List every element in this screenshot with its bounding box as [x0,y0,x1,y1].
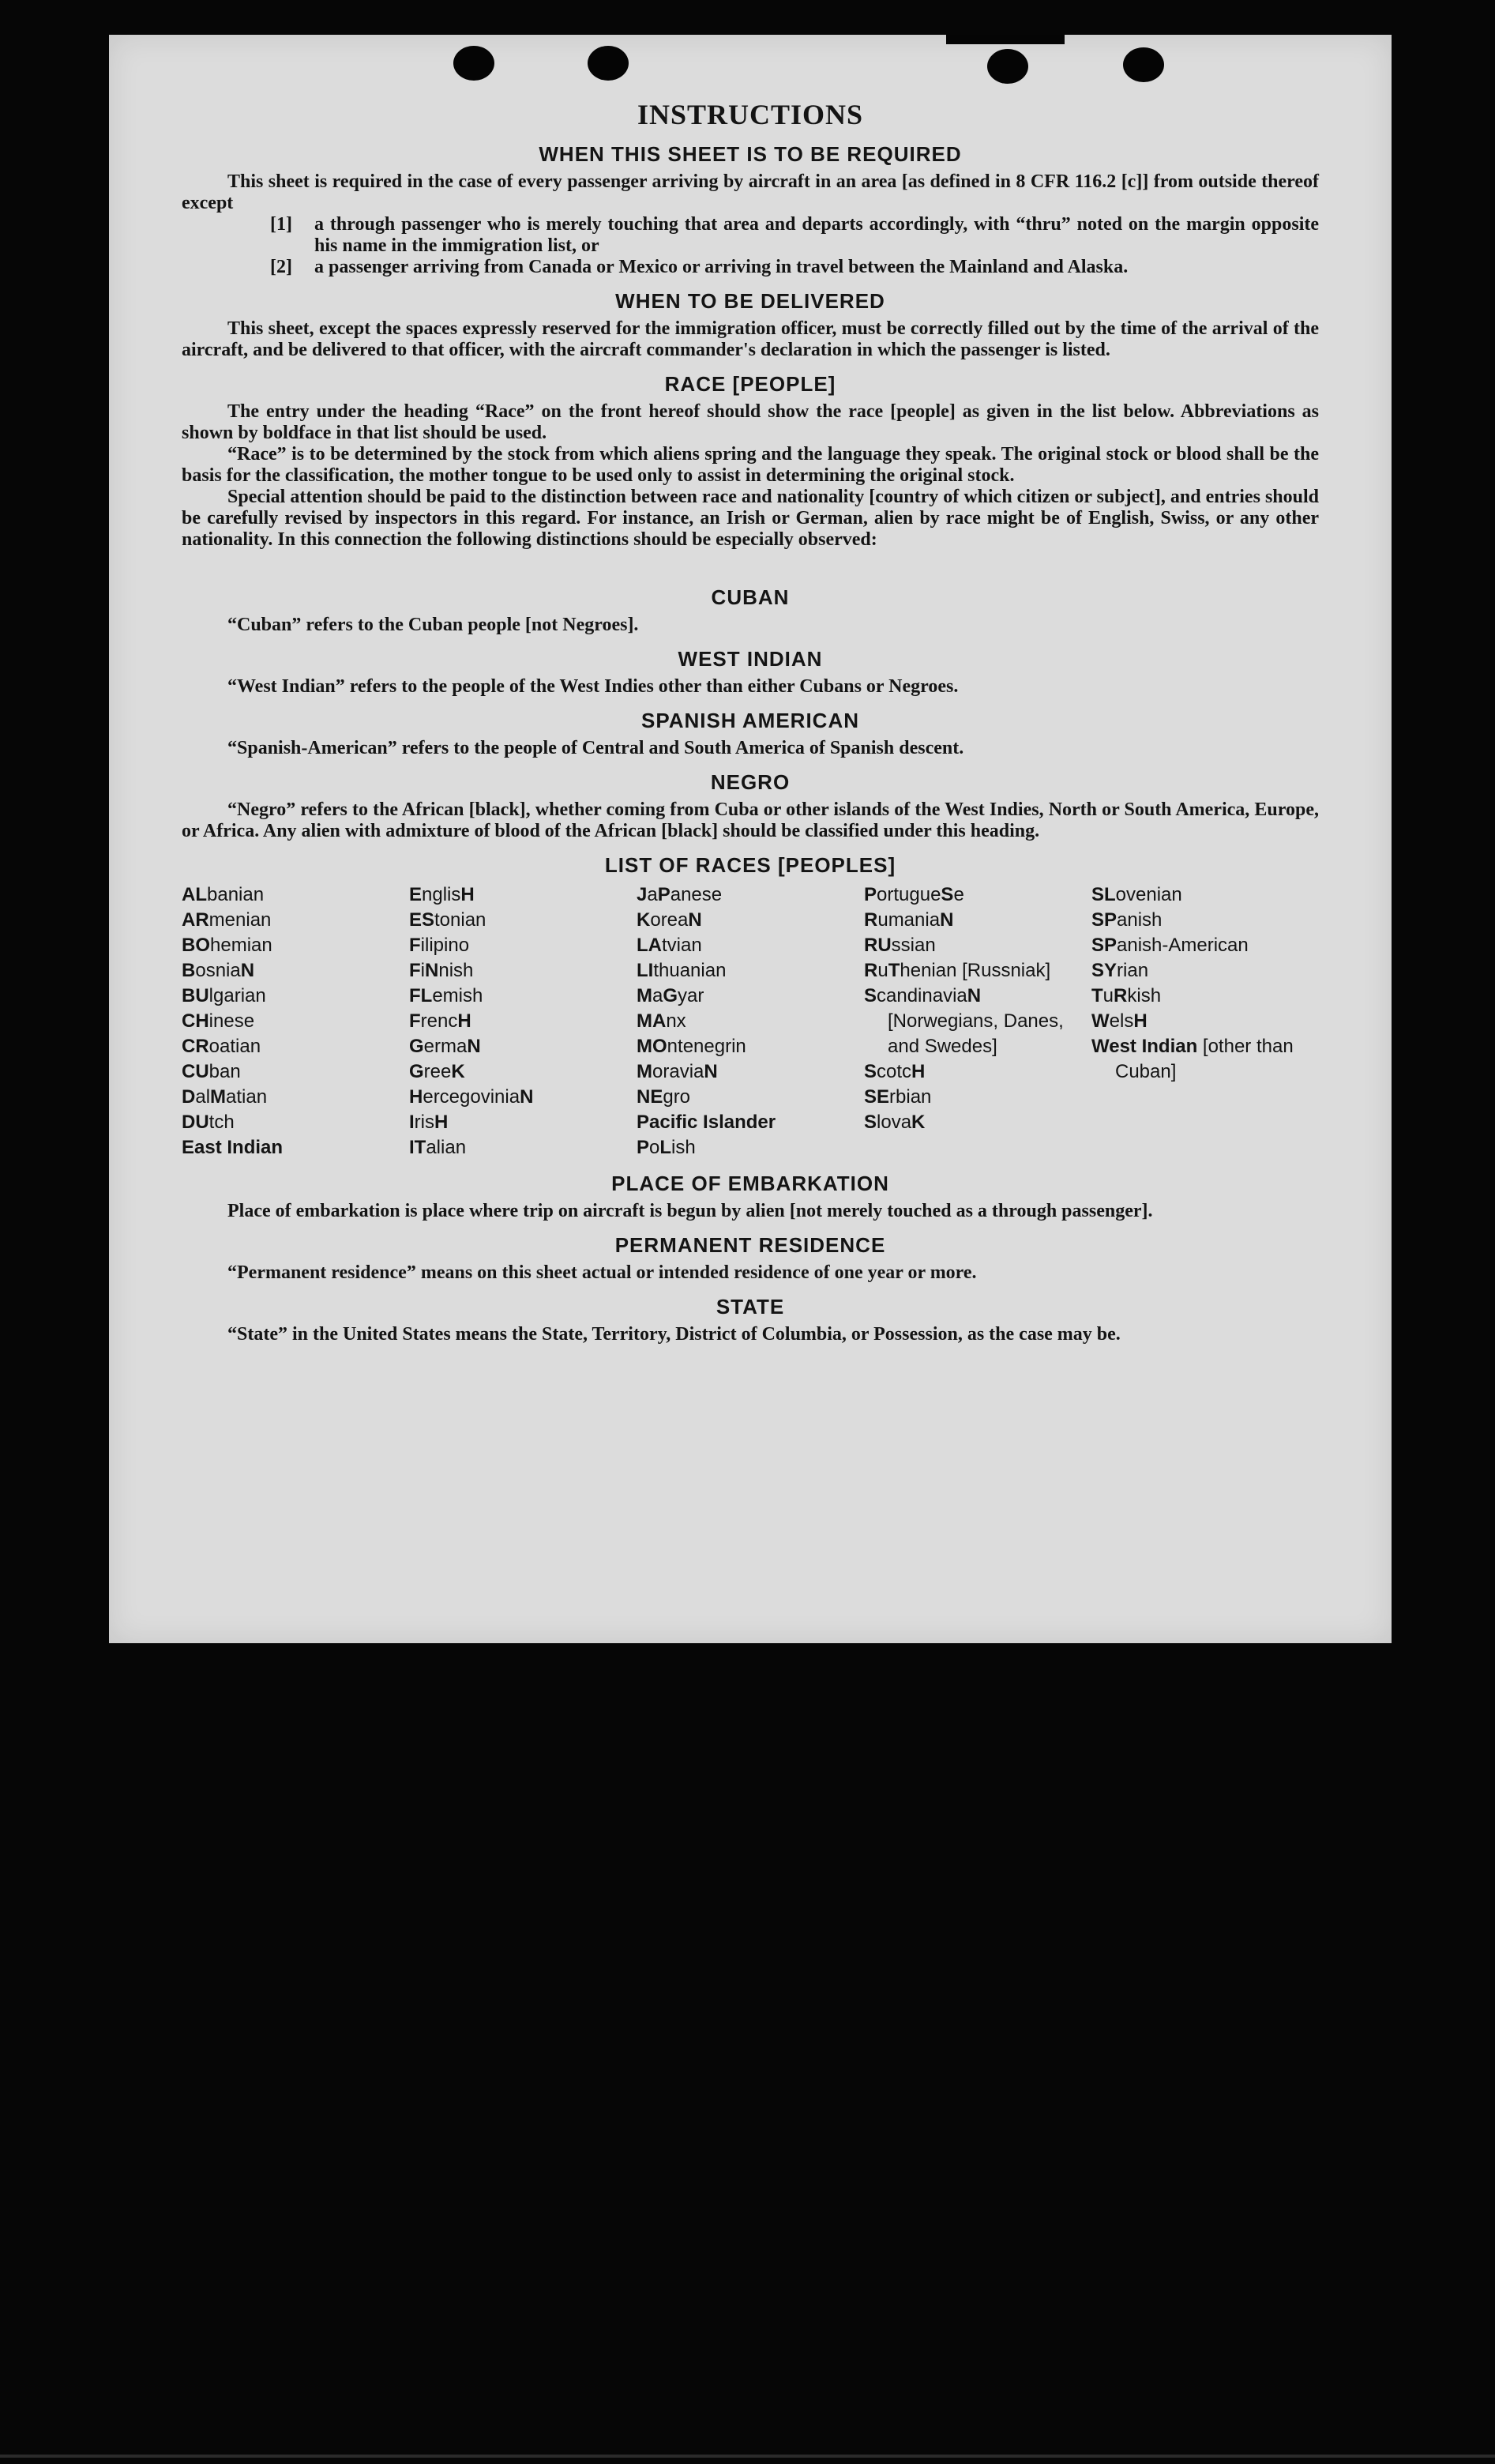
race-abbreviation: RU [864,935,892,956]
race-name-part: osnia [195,960,241,981]
race-abbreviation: E [409,884,423,905]
punch-hole-2 [588,46,629,81]
races-column-5 [1091,882,1319,1161]
spacer [182,551,1319,574]
race-name-part: lgarian [208,985,266,1006]
race-abbreviation: East Indian [182,1137,284,1158]
race-name-part: oatian [208,1036,261,1057]
race-name-part: [other than Cuban] [1115,1036,1294,1082]
race-name-part: anese [670,884,723,905]
punch-hole-4 [1123,47,1164,82]
race-name-part: ris [414,1112,434,1133]
race-name-part: hemian [210,935,272,956]
race-name-part: al [195,1086,211,1108]
race-entry [864,882,1091,908]
race-name-part: yar [678,985,704,1006]
race-entry [864,908,1091,933]
race-abbreviation: P [864,884,877,905]
heading-list-of-races: LIST OF RACES [PEOPLES] [604,853,896,877]
race-abbreviation: P [637,1137,650,1158]
race-abbreviation: F [409,960,421,981]
required-intro: This sheet is required in the case of every passenger arriving by aircraft in an area [as defined in 8 CFR 116.2 [c]] from outside thereof except [182,171,1319,213]
race-abbreviation: G [663,985,678,1006]
race-entry [637,1059,864,1085]
race-abbreviation: SE [864,1086,890,1108]
race-entry [409,933,637,958]
race-entry [409,1059,637,1085]
races-column-3 [637,882,864,1161]
races-column-2 [409,882,637,1161]
race-entry [409,1085,637,1110]
race-name-part: tch [208,1112,235,1133]
race-name-part: lova [877,1112,912,1133]
race-abbreviation: L [659,1137,672,1158]
race-entry [182,1085,409,1110]
race-name-part: u [877,960,888,981]
race-name-part: nx [666,1010,686,1032]
race-entry [1091,1009,1319,1034]
race-abbreviation: SL [1091,884,1116,905]
race-abbreviation: R [1114,985,1128,1006]
race-name-part: umania [877,909,941,931]
race-entry [182,1009,409,1034]
race-abbreviation: Pacific Islander [637,1112,776,1133]
race-abbreviation: R [864,909,878,931]
required-item-1 [270,214,1319,257]
race-name-part: rbian [889,1086,932,1108]
race-abbreviation: M [637,1061,652,1082]
race-abbreviation: CH [182,1010,209,1032]
race-entry [1091,1034,1319,1085]
race-entry [637,1110,864,1135]
race-entry [1091,882,1319,908]
race-abbreviation: K [911,1112,926,1133]
race-abbreviation: H [409,1086,423,1108]
race-name-part: ree [423,1061,452,1082]
race-name-part: ortugue [877,884,941,905]
heading-delivered: WHEN TO BE DELIVERED [615,289,885,313]
race-entry [637,1135,864,1161]
race-name-part: erma [423,1036,468,1057]
race-name-part: ntenegrin [667,1036,746,1057]
item-number: [1] [270,214,292,235]
race-abbreviation: T [888,960,900,981]
race-name-part: anish [1117,909,1163,931]
race-entry [409,908,637,933]
race-abbreviation: H [1133,1010,1148,1032]
race-abbreviation: AR [182,909,209,931]
race-abbreviation: F [409,1010,421,1032]
race-name-part: candinavia [877,985,967,1006]
race-name-part: ovenian [1115,884,1182,905]
race-abbreviation: CR [182,1036,209,1057]
race-name-part: ssian [891,935,936,956]
race-abbreviation: P [657,884,670,905]
race-abbreviation: H [434,1112,449,1133]
race-name-part: renc [420,1010,458,1032]
race-name-part: thuanian [653,960,727,981]
race-abbreviation: AL [182,884,207,905]
heading-spanish-american: SPANISH AMERICAN [640,709,859,732]
race-abbreviation: West Indian [1091,1036,1198,1057]
punch-hole-1 [453,46,494,81]
heading-cuban: CUBAN [711,585,790,609]
race-entry [864,984,1091,1059]
heading-west-indian: WEST INDIAN [678,647,823,671]
race-abbreviation: FL [409,985,433,1006]
races-list [182,882,1319,1161]
race-abbreviation: N [425,960,439,981]
race-abbreviation: IT [409,1137,426,1158]
race-name-part: nglis [422,884,461,905]
negro-text: “Negro” refers to the African [black], whether coming from Cuba or other islands of the West Indies, North or South America, Europe, or Africa. Any alien with admixture of blood of the African [black] should be classified under this heading. [182,799,1319,841]
state-text: “State” in the United States means the State, Territory, District of Columbia, or Possession, as the case may be. [227,1324,1121,1345]
heading-race: RACE [PEOPLE] [664,372,836,396]
race-abbreviation: BO [182,935,210,956]
torn-edge [946,35,1065,44]
race-name-part: banian [207,884,265,905]
race-entry [637,1009,864,1034]
race-paragraph-1: The entry under the heading “Race” on the front hereof should show the race [people] as given in the list below. Abbreviations as shown by boldface in that list should be used. [182,401,1319,443]
race-abbreviation: I [409,1112,415,1133]
race-entry [182,882,409,908]
race-abbreviation: B [182,960,196,981]
race-entry [864,958,1091,984]
race-abbreviation: N [467,1036,481,1057]
race-abbreviation: MA [637,1010,667,1032]
race-name-part: ilipino [420,935,470,956]
race-abbreviation: K [637,909,651,931]
race-name-part: alian [426,1137,467,1158]
race-abbreviation: F [409,935,421,956]
race-abbreviation: S [864,985,877,1006]
cuban-text: “Cuban” refers to the Cuban people [not Negroes]. [227,615,639,635]
race-entry [409,984,637,1009]
race-entry [1091,984,1319,1009]
embarkation-text: Place of embarkation is place where trip on aircraft is begun by alien [not merely touched as a through passenger]. [227,1201,1153,1221]
document-sheet [109,35,1392,1643]
race-entry [409,1009,637,1034]
race-abbreviation: MO [637,1036,667,1057]
race-abbreviation: M [210,1086,227,1108]
race-abbreviation: J [637,884,648,905]
instructions-content [182,98,1319,1345]
race-entry [182,1059,409,1085]
race-name-part: atian [226,1086,268,1108]
race-entry [409,1034,637,1059]
race-entry [637,882,864,908]
race-abbreviation: LI [637,960,654,981]
heading-embarkation: PLACE OF EMBARKATION [611,1172,889,1195]
race-abbreviation: N [520,1086,534,1108]
race-abbreviation: BU [182,985,209,1006]
race-abbreviation: D [182,1086,196,1108]
race-abbreviation: N [704,1061,718,1082]
race-entry [1091,908,1319,933]
race-entry [864,1059,1091,1085]
race-abbreviation: H [911,1061,926,1082]
race-name-part: a [652,985,663,1006]
race-name-part: a [647,884,658,905]
item-text: a passenger arriving from Canada or Mexico or arriving in travel between the Mainland and Alaska. [314,257,1129,277]
heading-residence: PERMANENT RESIDENCE [614,1233,886,1257]
race-entry [182,1110,409,1135]
page-title: INSTRUCTIONS [637,99,864,130]
race-abbreviation: S [941,884,954,905]
race-name-part: kish [1127,985,1162,1006]
race-name-part: emish [432,985,483,1006]
race-abbreviation: R [864,960,878,981]
race-entry [637,1085,864,1110]
race-entry [864,1110,1091,1135]
race-abbreviation: G [409,1036,424,1057]
race-abbreviation: H [457,1010,471,1032]
race-name-part: rian [1117,960,1149,981]
race-abbreviation: NE [637,1086,663,1108]
race-name-part: ercegovinia [423,1086,520,1108]
race-entry [637,1034,864,1059]
race-name-part: inese [208,1010,255,1032]
race-paragraph-3: Special attention should be paid to the distinction between race and nationality [country of which citizen or subject], and entries should be carefully revised by inspectors in this regard. For instance, an Irish or German, alien by race might be of English, Swiss, or any other nationality. In this connection the following distinctions should be especially observed: [182,487,1319,550]
heading-negro: NEGRO [710,770,791,794]
race-name-part: i [420,960,426,981]
races-column-4 [864,882,1091,1161]
race-entry [864,1085,1091,1110]
race-abbreviation: ES [409,909,435,931]
race-name-part: oravia [652,1061,704,1082]
race-entry [1091,933,1319,958]
item-number: [2] [270,257,292,277]
required-item-2 [270,257,1319,278]
heading-required: WHEN THIS SHEET IS TO BE REQUIRED [539,142,962,166]
residence-text: “Permanent residence” means on this sheet actual or intended residence of one year or more. [227,1262,977,1283]
race-entry [637,958,864,984]
race-entry [637,933,864,958]
race-name-part: e [953,884,964,905]
race-abbreviation: SP [1091,909,1117,931]
race-abbreviation: S [864,1061,877,1082]
race-abbreviation: SY [1091,960,1117,981]
race-name-part: ban [208,1061,241,1082]
race-name-part: ish [671,1137,696,1158]
race-name-part: tvian [662,935,702,956]
race-abbreviation: SP [1091,935,1117,956]
race-name-part: gro [663,1086,691,1108]
race-entry [1091,958,1319,984]
race-entry [409,882,637,908]
race-abbreviation: M [637,985,652,1006]
race-name-part: o [649,1137,660,1158]
race-abbreviation: K [451,1061,465,1082]
punch-hole-3 [987,49,1028,84]
race-name-part: orea [650,909,689,931]
race-entry [182,908,409,933]
race-name-part: henian [Russniak] [900,960,1051,981]
race-name-part: els [1109,1010,1134,1032]
scan-bottom-edge [0,2455,1495,2458]
race-abbreviation: N [967,985,982,1006]
race-name-part: menian [208,909,272,931]
race-entry [182,958,409,984]
race-entry [182,933,409,958]
race-abbreviation: T [1091,985,1103,1006]
races-column-1 [182,882,409,1161]
race-abbreviation: N [688,909,702,931]
race-paragraph-2: “Race” is to be determined by the stock from which aliens spring and the language they speak. The original stock or blood shall be the basis for the classification, the mother tongue to be used only to assist in determining the original stock. [182,444,1319,486]
race-entry [182,984,409,1009]
west-indian-text: “West Indian” refers to the people of the West Indies other than either Cubans or Negroes. [227,676,959,697]
race-abbreviation: G [409,1061,424,1082]
race-entry [637,984,864,1009]
race-abbreviation: N [240,960,255,981]
race-abbreviation: N [940,909,954,931]
race-entry [409,1110,637,1135]
item-text: a through passenger who is merely touching that area and departs accordingly, with “thru” noted on the margin opposite his name in the immigration list, or [314,214,1319,256]
race-entry [864,933,1091,958]
heading-state: STATE [716,1295,785,1319]
race-name-part: anish-American [1117,935,1249,956]
spanish-american-text: “Spanish-American” refers to the people of Central and South America of Spanish descent. [227,738,964,758]
race-abbreviation: H [460,884,475,905]
race-entry [182,1034,409,1059]
race-name-part: cotc [877,1061,912,1082]
race-name-part: nish [438,960,474,981]
race-abbreviation: DU [182,1112,209,1133]
race-abbreviation: CU [182,1061,209,1082]
race-name-part: [Norwegians, Danes, and Swedes] [888,1010,1064,1057]
race-entry [409,1135,637,1161]
race-abbreviation: S [864,1112,877,1133]
race-abbreviation: LA [637,935,662,956]
race-entry [182,1135,409,1161]
delivered-text: This sheet, except the spaces expressly reserved for the immigration officer, must be correctly filled out by the time of the arrival of the aircraft, and be delivered to that officer, with the aircraft commander's declaration in which the passenger is listed. [182,318,1319,360]
race-entry [409,958,637,984]
race-name-part: u [1102,985,1114,1006]
race-entry [637,908,864,933]
race-abbreviation: W [1091,1010,1110,1032]
race-name-part: tonian [434,909,486,931]
